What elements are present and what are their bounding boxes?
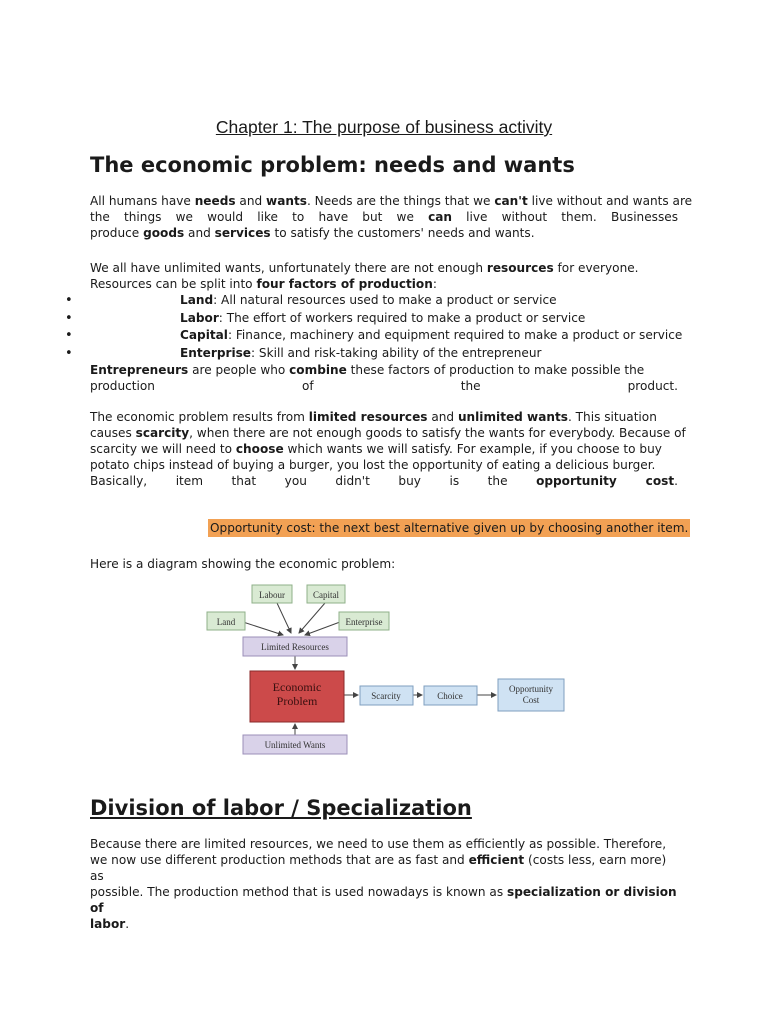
economic-problem-diagram (195, 578, 575, 758)
paragraph-entrepreneurs (90, 362, 678, 394)
text-line: Resources can be split into four factors of production: (90, 277, 437, 291)
text-line: Basically, item that you didn't buy is the opportunity cost. (90, 474, 678, 488)
text-line: production of the product. (90, 379, 678, 393)
svg-text:Capital: Capital (313, 590, 339, 600)
text-line: causes scarcity, when there are not enough goods to satisfy the wants for everybody. Because of (90, 426, 686, 440)
svg-text:Economic: Economic (272, 680, 322, 694)
node-labour (252, 585, 292, 603)
svg-text:Cost: Cost (522, 695, 540, 705)
text-line: We all have unlimited wants, unfortunately there are not enough resources for everyone. (90, 261, 639, 275)
bullet-icon: • (65, 328, 73, 344)
node-limited-resources (243, 637, 347, 656)
paragraph-resources (90, 260, 678, 292)
node-unlimited-wants (243, 735, 347, 754)
node-land (207, 612, 245, 630)
text-line: scarcity we will need to choose which wants we will satisfy. For example, if you choose to buy (90, 442, 662, 456)
svg-text:Problem: Problem (276, 694, 318, 708)
text-line: we now use different production methods that are as fast and efficient (costs less, earn more) as (90, 853, 667, 883)
node-enterprise (339, 612, 389, 630)
svg-text:Land: Land (216, 617, 236, 627)
text-line: The economic problem results from limited resources and unlimited wants. This situation (90, 410, 657, 424)
text-line: Because there are limited resources, we need to use them as efficiently as possible. Therefore, (90, 837, 667, 851)
text-line: the things we would like to have but we can live without them. Businesses (90, 210, 679, 224)
factors-of-production-list (60, 292, 683, 363)
svg-text:Unlimited Wants: Unlimited Wants (264, 740, 326, 750)
node-capital (307, 585, 345, 603)
text-line: Entrepreneurs are people who combine these factors of production to make possible the (90, 363, 645, 377)
section-heading-economic-problem: The economic problem: needs and wants (90, 153, 575, 177)
list-item-labor: • Labor: The effort of workers required to make a product or service (65, 310, 586, 326)
node-opportunity-cost (498, 679, 564, 711)
node-economic-problem (250, 671, 344, 722)
text-line: produce goods and services to satisfy the customers' needs and wants. (90, 226, 535, 240)
svg-text:Limited Resources: Limited Resources (261, 642, 329, 652)
bullet-icon: • (65, 310, 73, 326)
paragraph-scarcity (90, 409, 686, 489)
text-line: possible. The production method that is used nowadays is known as specialization or division of (90, 885, 677, 915)
list-item-land: • Land: All natural resources used to make a product or service (65, 293, 557, 308)
text-line: labor. (90, 917, 130, 931)
opportunity-cost-definition: Opportunity cost: the next best alternative given up by choosing another item. (210, 521, 689, 535)
text-line: All humans have needs and wants. Needs are the things that we can't live without and wants are (90, 194, 693, 208)
diagram-intro (90, 556, 678, 572)
svg-text:Choice: Choice (437, 691, 463, 701)
svg-text:Enterprise: Enterprise (345, 617, 383, 627)
svg-text:Labour: Labour (259, 590, 285, 600)
node-choice (424, 686, 477, 705)
paragraph-division-of-labor (90, 836, 678, 932)
list-item-capital: • Capital: Finance, machinery and equipment required to make a product or service (65, 328, 683, 344)
bullet-icon: • (65, 293, 73, 308)
svg-text:Opportunity: Opportunity (509, 684, 553, 694)
text-line: Here is a diagram showing the economic problem: (90, 557, 396, 571)
chapter-title: Chapter 1: The purpose of business activity (215, 117, 553, 137)
node-scarcity (360, 686, 413, 705)
list-item-enterprise: • Enterprise: Skill and risk-taking ability of the entrepreneur (65, 346, 542, 362)
bullet-icon: • (65, 346, 73, 362)
section-heading-division-of-labor: Division of labor / Specialization (90, 796, 472, 820)
svg-text:Scarcity: Scarcity (371, 691, 401, 701)
paragraph-needs-wants (90, 193, 693, 241)
text-line: potato chips instead of buying a burger, you lost the opportunity of eating a delicious burger. (90, 458, 656, 472)
